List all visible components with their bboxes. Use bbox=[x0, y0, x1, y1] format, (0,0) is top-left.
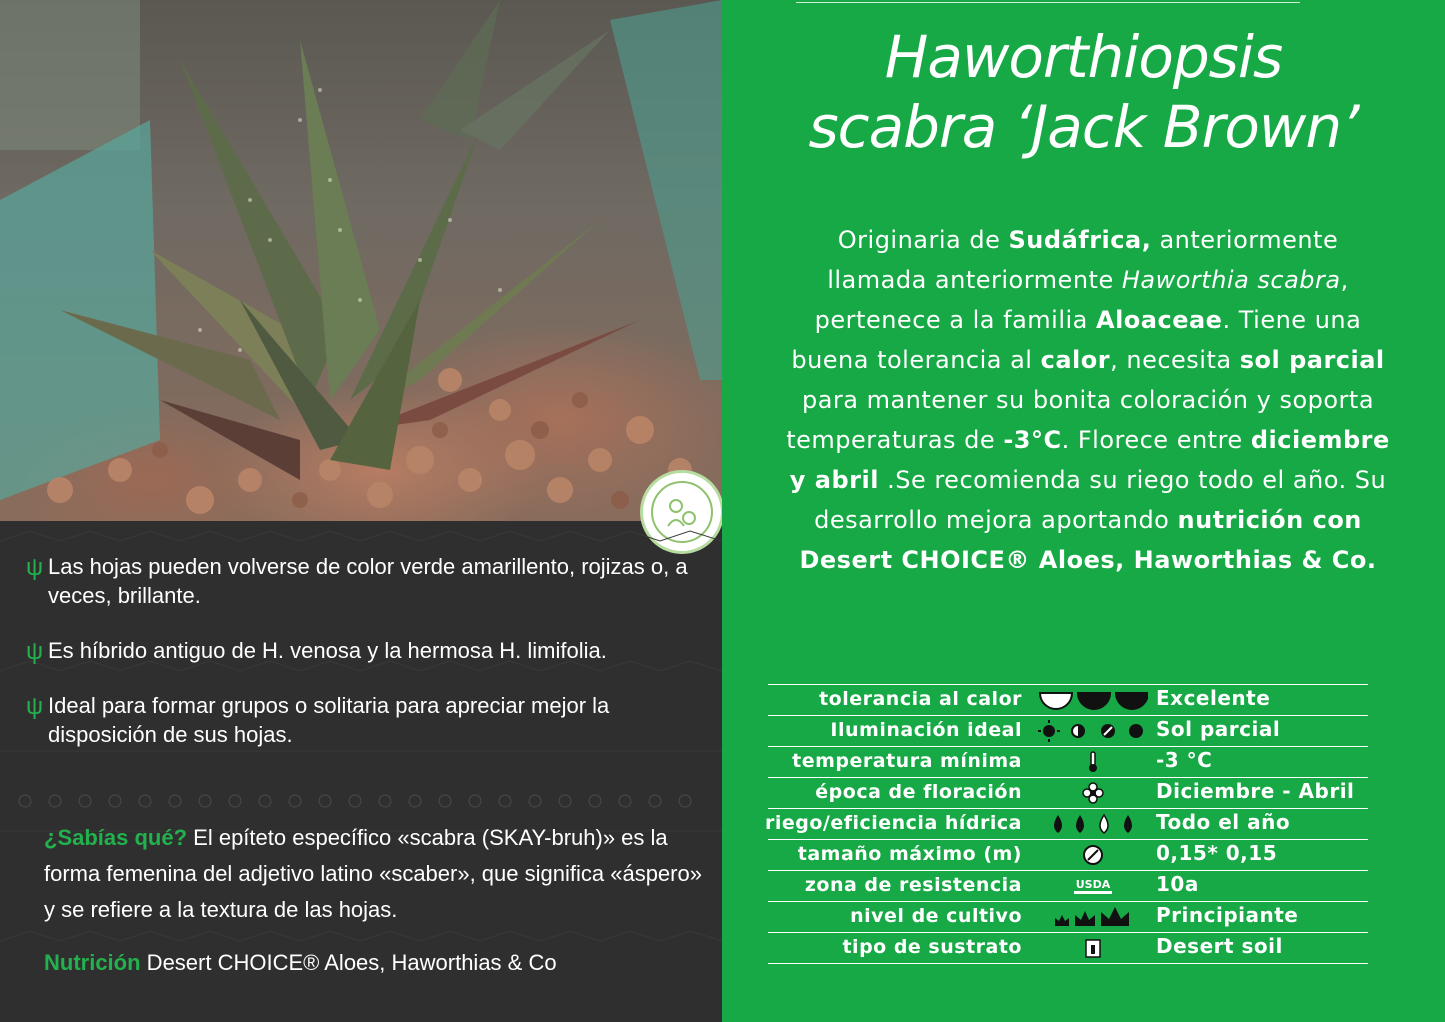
water-drops-icon bbox=[1030, 812, 1156, 836]
nutrition-note bbox=[44, 950, 557, 976]
specs-table bbox=[764, 684, 1368, 964]
sun-exposure-icon bbox=[1030, 719, 1156, 743]
usda-zone-icon: USDA bbox=[1030, 874, 1156, 898]
nutrition-label: Nutrición bbox=[44, 950, 141, 975]
succulent-illustration bbox=[0, 0, 722, 521]
right-panel bbox=[722, 0, 1445, 1022]
spec-row-light: Iluminación ideal Sol parcial bbox=[768, 716, 1368, 747]
heat-tolerance-icon bbox=[1030, 688, 1156, 712]
size-icon bbox=[1030, 843, 1156, 867]
cactus-icon: ψ bbox=[26, 638, 44, 665]
spec-row-heat: tolerancia al calor Excelente bbox=[768, 684, 1368, 716]
spec-row-substrate: tipo de sustrato Desert soil bbox=[768, 933, 1368, 964]
description: Originaria de Sudáfrica, anteriormente llamada anteriormente Haworthia scabra, pertenece a la familia Aloaceae. Tiene una buena tolerancia al calor, necesita sol parcial para mantener su bonita coloración y soporta temperaturas de -3°C. Florece entre diciembre y abril .Se recomienda su riego todo el año. Su desarrollo mejora aportando nutrición con Desert CHOICE® Aloes, Haworthias & Co. bbox=[786, 226, 1390, 574]
left-panel bbox=[0, 0, 722, 1022]
spec-row-size: tamaño máximo (m) 0,15* 0,15 bbox=[768, 840, 1368, 871]
fun-fact-label: ¿Sabías qué? bbox=[44, 825, 188, 850]
thermometer-icon bbox=[1030, 750, 1156, 774]
list-item: ψ Ideal para formar grupos o solitaria para apreciar mejor la disposición de sus hojas. bbox=[26, 693, 610, 747]
spec-row-temp: temperatura mínima -3 °C bbox=[768, 747, 1368, 778]
bullet-list bbox=[26, 552, 716, 775]
fun-fact bbox=[44, 820, 704, 928]
substrate-bag-icon bbox=[1030, 936, 1156, 960]
nutrition-text: Desert CHOICE® Aloes, Haworthias & Co bbox=[140, 950, 557, 975]
cactus-icon: ψ bbox=[26, 693, 44, 720]
plant-photo bbox=[0, 0, 722, 521]
spec-row-water: riego/eficiencia hídrica Todo el año bbox=[768, 809, 1368, 840]
spec-row-bloom: época de floración Diciembre - Abril bbox=[768, 778, 1368, 809]
list-item: ψ Es híbrido antiguo de H. venosa y la hermosa H. limifolia. bbox=[26, 638, 607, 665]
title-line-2: scabra ‘Jack Brown’ bbox=[808, 93, 1359, 161]
fun-fact-text: El epíteto específico «scabra (SKAY-bruh)» es la forma femenina del adjetivo latino «scaber», que significa «áspero» y se refiere a la textura de las hojas. bbox=[44, 825, 702, 922]
spec-row-level: nivel de cultivo Principiante bbox=[768, 902, 1368, 933]
page-title bbox=[722, 22, 1445, 162]
crown-level-icon bbox=[1030, 905, 1156, 929]
cactus-icon: ψ bbox=[26, 554, 44, 581]
spec-row-zone: zona de resistencia USDA 10a bbox=[768, 871, 1368, 902]
top-divider bbox=[796, 2, 1300, 3]
title-line-1: Haworthiopsis bbox=[884, 23, 1283, 91]
flower-icon bbox=[1030, 781, 1156, 805]
list-item: ψ Las hojas pueden volverse de color verde amarillento, rojizas o, a veces, brillante. bbox=[26, 554, 688, 608]
